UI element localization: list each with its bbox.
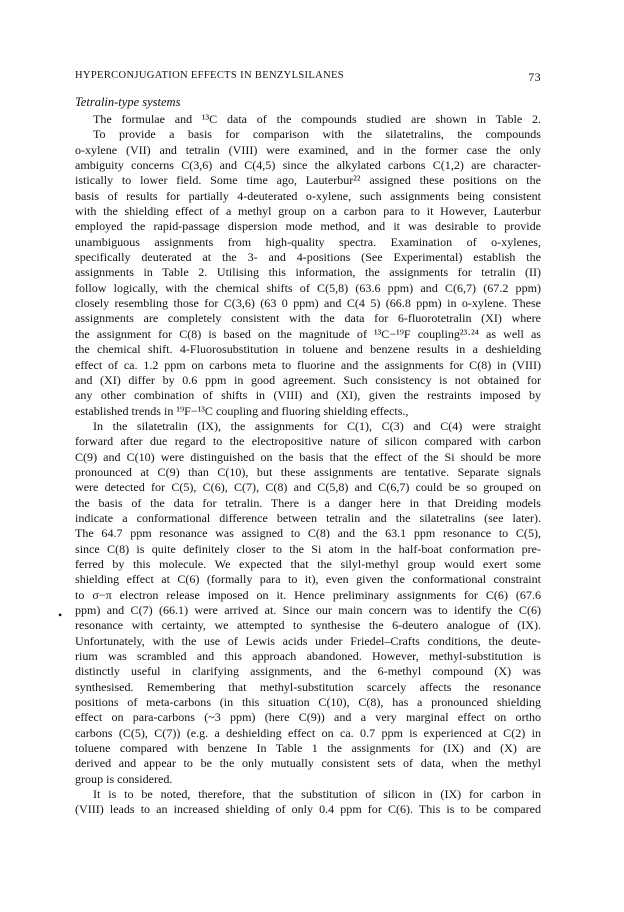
text-line: established trends in ¹⁹F−¹³C coupling and fluoring shielding effects., — [75, 403, 409, 418]
text-line: istically to lower field. Some time ago, Lauterbur²² assigned these positions on the — [75, 173, 541, 188]
text-line: and (XI) differ by 0.6 ppm in good agreement. Such consistency is not obtained for — [75, 372, 541, 387]
text-line: C(9) and C(10) were distinguished on the basis that the effect of the Si should be more — [75, 449, 541, 464]
text-line: (VIII) leads to an increased shielding of only 0.4 ppm for C(6). This is to be compared — [75, 802, 541, 817]
text-line: to σ−π electron release imposed on it. Hence preliminary assignments for C(6) (67.6 — [75, 587, 541, 602]
text-line: follow logically, with the chemical shifts of C(5,8) (63.6 ppm) and C(6,7) (67.2 ppm) — [75, 280, 541, 295]
text-line: any other combination of shifts in (VIII) and (XI), given the restraints imposed by — [75, 388, 541, 403]
text-line: specifically deuterated at the 3- and 4-positions (See Experimental) establish the — [75, 250, 541, 265]
text-line: distinctly useful in clarifying assignments, and the 6-methyl compound (X) was — [75, 664, 541, 679]
running-title: HYPERCONJUGATION EFFECTS IN BENZYLSILANES — [75, 70, 344, 81]
text-line: shielding effect at C(6) (formally para to it), even given the conformational constraint — [75, 572, 541, 587]
page-number: 73 — [528, 70, 541, 84]
text-line: assignments are completely consistent with the data for 6-fluorotetralin (XI) where — [75, 311, 541, 326]
text-line: were detected for C(5), C(6), C(7), C(8) and C(5,8) and C(6,7) could be so grouped on — [75, 480, 541, 495]
text-line: Unfortunately, with the use of Lewis acids under Friedel–Crafts conditions, the deute- — [75, 633, 541, 648]
text-line: carbons (C(5), C(7)) (e.g. a deshielding effect on ca. 0.7 ppm is experienced at C(2) in — [75, 725, 541, 740]
text-line: o-xylene (VII) and tetralin (VIII) were examined, and in the former case the only — [75, 142, 541, 157]
section-title: Tetralin-type systems — [75, 95, 181, 109]
text-line: In the silatetralin (IX), the assignments for C(1), C(3) and C(4) were straight — [93, 418, 541, 433]
text-line: The formulae and ¹³C data of the compounds studied are shown in Table 2. — [93, 112, 541, 126]
text-line: group is considered. — [75, 771, 173, 786]
text-line: effect on para-carbons (~3 ppm) (here C(9)) and a very marginal effect on ortho — [75, 710, 541, 725]
text-line: ppm) and C(7) (66.1) were arrived at. Since our main concern was to identify the C(6) — [75, 603, 541, 617]
running-header — [75, 70, 541, 86]
text-line: unambiguous assignments from high-quality spectra. Examination of o-xylenes, — [75, 234, 541, 249]
text-line: The 64.7 ppm resonance was assigned to C(8) and the 63.1 ppm resonance to C(5), — [75, 526, 541, 541]
text-line: derived and appear to be the only mutually consistent sets of data, when the methyl — [75, 756, 541, 771]
text-line: positions of meta-carbons (in this situation C(10), C(8), has a pronounced shielding — [75, 695, 541, 710]
text-line: indicate a conformational difference between tetralin and the silatetralins (see later). — [75, 510, 541, 525]
margin-bullet: • — [58, 608, 63, 622]
text-line: pronounced at C(9) than C(10), but these assignments are tentative. Separate signals — [75, 464, 541, 479]
text-line: It is to be noted, therefore, that the substitution of silicon in (IX) for carbon in — [93, 787, 541, 802]
text-line: synthesised. Remembering that methyl-substitution scarcely affects the resonance — [75, 679, 541, 694]
body-text — [75, 112, 541, 818]
text-line: the chemical shift. 4-Fluorosubstitution in toluene and benzene results in a deshielding — [75, 342, 541, 357]
text-line: basis of results for partially 4-deuterated o-xylene, such assignments being consistent — [75, 188, 541, 203]
text-line: assignments in Table 2. Utilising this information, the assignments for tetralin (II) — [75, 265, 541, 280]
text-line: the basis of the data for tetralin. There is a danger here in that Dreiding models — [75, 495, 541, 510]
text-line: the assignment for C(8) is based on the magnitude of ¹³C−¹⁹F coupling²³·²⁴ as well as — [75, 326, 541, 341]
text-line: closely resembling those for C(3,6) (63 0 ppm) and C(4 5) (66.8 ppm) in o-xylene. These — [75, 296, 541, 311]
text-line: effect of ca. 1.2 ppm on carbons meta to fluorine and the assignments for C(8) in (VIII) — [75, 357, 541, 372]
text-line: resonance with certainty, we attempted to synthesise the 6-deutero analogue of (IX). — [75, 618, 541, 633]
text-line: employed the rapid-passage dispersion mode method, and it was desirable to provide — [75, 219, 541, 234]
text-line: ferred by this molecule. We expected that the silyl-methyl group would exert some — [75, 556, 541, 571]
text-line: forward after due regard to the electropositive nature of silicon compared with carbon — [75, 434, 541, 449]
text-line: with the shielding effect of a methyl group on a carbon para to it However, Lauterbur — [75, 204, 541, 219]
text-line: rium was scrambled and this approach abandoned. However, methyl-substitution is — [75, 649, 541, 664]
text-line: since C(8) is quite definitely closer to the Si atom in the half-boat conformation pre- — [75, 541, 541, 556]
text-line: toluene compared with benzene In Table 1 the assignments for (IX) and (X) are — [75, 741, 541, 756]
text-line: To provide a basis for comparison with the silatetralins, the compounds — [93, 127, 541, 142]
text-line: ambiguity concerns C(3,6) and C(4,5) since the alkylated carbons C(1,2) are character- — [75, 158, 541, 173]
